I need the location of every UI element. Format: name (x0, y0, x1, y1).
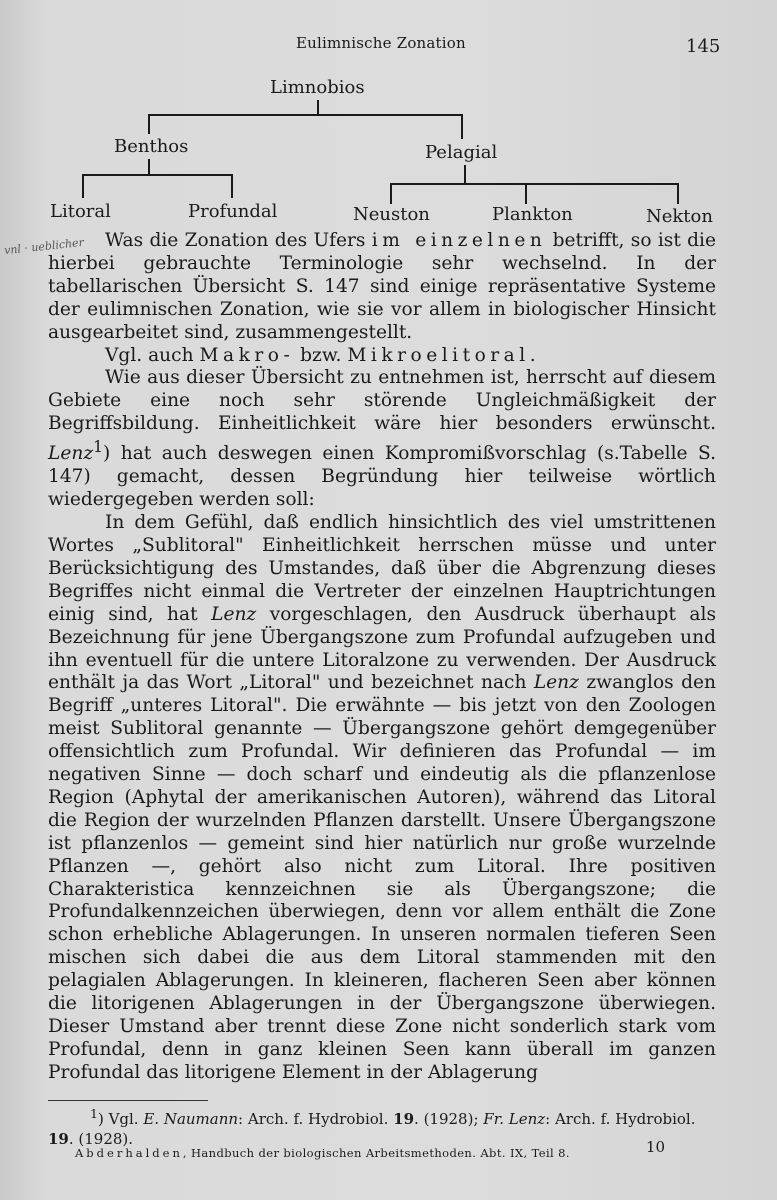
tree-node-pelagial: Pelagial (425, 142, 498, 163)
tree-connector (390, 183, 678, 185)
tree-node-neuston: Neuston (353, 204, 430, 225)
paragraph: In dem Gefühl, daß endlich hinsichtlich des viel umstrittenen Wortes „Sublitoral" Einheitlichkeit herrschen müsse und unter Berücksichtigung des Umstandes, daß über die Abgrenzung dieses Begriffes nicht einmal die Vertreter der einzelnen Hauptrichtungen einig sind, hat Lenz vorgeschlagen, den Ausdruck überhaupt als Bezeichnung für jene Übergangszone zum Profundal aufzugeben und ihn eventuell für die untere Litoralzone zu verwenden. Der Ausdruck enthält ja das Wort „Litoral" und bezeichnet nach Lenz zwanglos den Begriff „unteres Litoral". Die erwähnte — bis jetzt von den Zoologen meist Sublitoral genannte — Übergangszone gehört demgegenüber offensichtlich zum Profundal. Wir definieren das Profundal — im negativen Sinne — doch scharf und eindeutig als die pflanzenlose Region (Aphytal der amerikanischen Autoren), während das Litoral die Region der wurzelnden Pflanzen darstellt. Unsere Übergangszone ist pflanzenlos — gemeint sind hier natürlich nur große wurzelnde Pflanzen —, gehört also nicht zum Litoral. Ihre positiven Charakteristica kennzeichnen sie als Übergangszone; die Profundalkennzeichen überwiegen, denn vor allem enthält die Zone schon erhebliche Ablagerungen. In unseren normalen tieferen Seen mischen sich dabei die aus dem Litoral stammenden mit den pelagialen Ablagerungen. In kleineren, flacheren Seen aber können die litorigenen Ablagerungen in der Übergangszone überwiegen. Dieser Umstand aber trennt diese Zone nicht sonderlich stark vom Profundal, denn in ganz kleinen Seen kann überall im ganzen Profundal das litorigene Element in der Ablagerung (48, 512, 717, 1083)
tree-connector (148, 114, 462, 116)
tree-connector (82, 174, 232, 176)
body-text (48, 230, 716, 1085)
tree-connector (148, 159, 150, 174)
tree-connector (317, 100, 319, 115)
tree-node-limnobios: Limnobios (270, 77, 365, 98)
tree-node-plankton: Plankton (492, 204, 573, 225)
emphasis-spaced: im einzelnen (371, 230, 547, 251)
author-name: Lenz (48, 443, 94, 465)
emphasis-spaced: Makro- (199, 344, 295, 366)
handwritten-margin-note: vnl · ueblicher (3, 235, 85, 258)
tree-node-benthos: Benthos (114, 136, 189, 157)
footnote-divider (48, 1100, 208, 1101)
tree-connector (390, 183, 392, 204)
tree-connector (82, 174, 84, 198)
tree-node-litoral: Litoral (50, 201, 111, 222)
page-number: 145 (686, 36, 721, 57)
author-name: Lenz (211, 603, 257, 625)
running-head: Eulimnische Zonation (296, 34, 466, 52)
emphasis-spaced: Mikroelitoral (347, 344, 530, 366)
sheet-number: 10 (646, 1138, 666, 1156)
footnote-marker: 1 (93, 438, 103, 457)
author-name: Lenz (533, 672, 579, 694)
tree-node-profundal: Profundal (188, 201, 278, 222)
tree-connector (461, 114, 463, 139)
tree-connector (231, 174, 233, 198)
paragraph: Was die Zonation des Ufers im einzelnen betrifft, so ist die hierbei gebrauchte Terminologie sehr wechselnd. In der tabellarischen Übersicht S. 147 sind einige repräsentative Systeme der eulimnischen Zonation, wie sie vor allem in biologischer Hinsicht ausgearbeitet sind, zusammengestellt. (48, 230, 716, 343)
tree-connector (677, 183, 679, 204)
tree-connector (525, 183, 527, 204)
tree-connector (464, 165, 466, 184)
footnote: $^1$) Vgl. E. Naumann: Arch. f. Hydrobiol. 19. (1928); Fr. Lenz: Arch. f. Hydrobiol. 19. (1928). (48, 1106, 696, 1148)
paragraph: Vgl. auch Makro- bzw. Mikroelitoral. (105, 344, 536, 366)
paragraph: Wie aus dieser Übersicht zu entnehmen ist, herrscht auf diesem Gebiete eine noch sehr störende Ungleichmäßigkeit der Begriffsbildung. Einheitlichkeit wäre hier besonders erwünscht. Lenz$^1$) hat auch deswegen einen Kompromißvorschlag (s.Tabelle S. 147) gemacht, dessen Begründung hier teilweise wörtlich wiedergegeben werden soll: (48, 367, 716, 511)
footer-citation: Abderhalden, Handbuch der biologischen Arbeitsmethoden. Abt. IX, Teil 8. (75, 1146, 570, 1160)
tree-connector (148, 114, 150, 134)
tree-node-nekton: Nekton (646, 206, 713, 227)
